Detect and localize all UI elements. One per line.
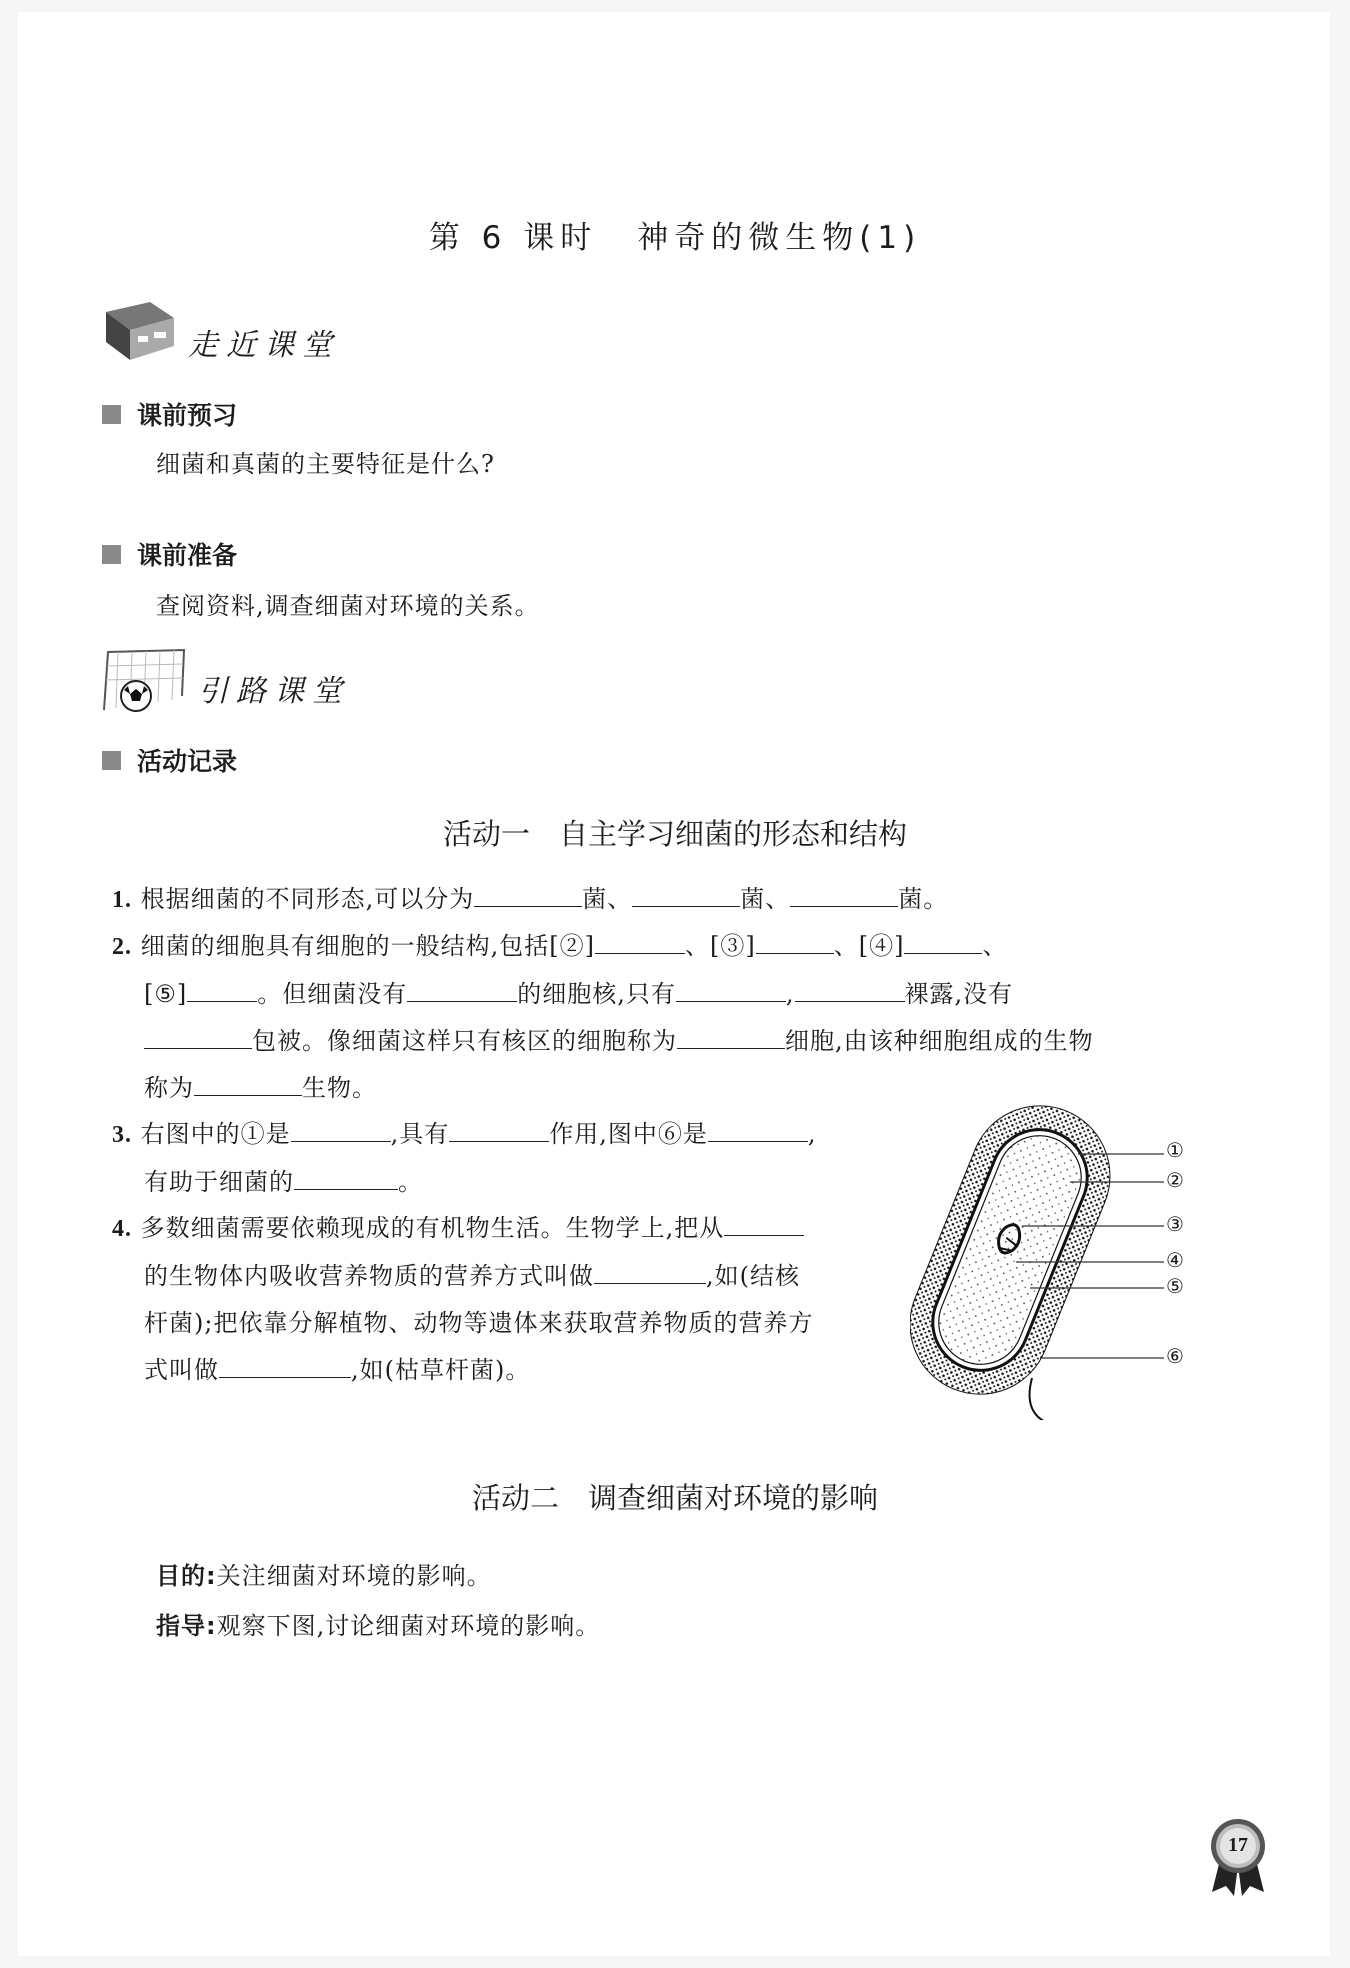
bacterium-diagram: [910, 1090, 1200, 1420]
diagram-label-1: ①: [1166, 1138, 1184, 1162]
answer-blank[interactable]: [708, 1115, 808, 1142]
answer-blank[interactable]: [187, 975, 257, 1002]
page-number-badge: [1206, 1816, 1270, 1896]
square-bullet-icon: [102, 405, 121, 424]
answer-blank[interactable]: [676, 975, 786, 1002]
answer-blank[interactable]: [407, 975, 517, 1002]
question-3: 3. 右图中的①是 ,具有 作用,图中⑥是 , 有助于细菌的 。: [112, 1111, 902, 1206]
square-bullet-icon: [102, 545, 121, 564]
answer-blank[interactable]: [144, 1022, 252, 1049]
answer-blank[interactable]: [790, 880, 898, 907]
diagram-label-4: ④: [1166, 1248, 1184, 1272]
lesson-title: [0, 212, 1350, 257]
books-icon: [98, 298, 178, 364]
prep-text: 查阅资料,调查细菌对环境的关系。: [156, 592, 540, 620]
diagram-label-6: ⑥: [1166, 1344, 1184, 1368]
question-1: 1. 根据细菌的不同形态,可以分为 菌、 菌、 菌。: [112, 876, 1192, 924]
purpose-line: 目的:关注细菌对环境的影响。: [156, 1562, 492, 1590]
answer-blank[interactable]: [795, 975, 905, 1002]
answer-blank[interactable]: [194, 1069, 302, 1096]
answer-blank[interactable]: [724, 1209, 804, 1236]
answer-blank[interactable]: [677, 1022, 785, 1049]
answer-blank[interactable]: [449, 1115, 549, 1142]
answer-blank[interactable]: [594, 1257, 706, 1284]
prep-heading: 课前准备: [102, 536, 237, 572]
square-bullet-icon: [102, 751, 121, 770]
guide-line: 指导:观察下图,讨论细菌对环境的影响。: [156, 1612, 601, 1640]
question-4: 4. 多数细菌需要依赖现成的有机物生活。生物学上,把从 的生物体内吸收营养物质的营养方式叫做 ,如(结核 杆菌);把依靠分解植物、动物等遗体来获取营养物质的营养方 式叫做 ,如(枯草杆菌)。: [112, 1205, 902, 1394]
section-title-walk-in: 走近课堂: [188, 328, 340, 363]
preview-heading: 课前预习: [102, 396, 237, 432]
answer-blank[interactable]: [756, 927, 834, 954]
answer-blank[interactable]: [904, 927, 982, 954]
diagram-label-2: ②: [1166, 1168, 1184, 1192]
diagram-label-3: ③: [1166, 1212, 1184, 1236]
lesson-number: 第 6 课时: [428, 220, 598, 256]
lesson-topic: 神奇的微生物(1): [637, 220, 922, 256]
activity1-title: 活动一 自主学习细菌的形态和结构: [442, 817, 907, 851]
activity2-title: 活动二 调查细菌对环境的影响: [471, 1481, 878, 1515]
answer-blank[interactable]: [595, 927, 685, 954]
answer-blank[interactable]: [291, 1115, 391, 1142]
question-2: 2. 细菌的细胞具有细胞的一般结构,包括[②] 、[③] 、[④] 、 [⑤] 。但细菌没有 的细胞核,只有 , 裸露,没有 包被。像细菌这样只有核区的细胞称为 细胞,由该种细胞组成的生物 称为 生物。: [112, 923, 1202, 1112]
soccer-goal-icon: [98, 644, 190, 714]
section-title-guide: 引路课堂: [198, 674, 350, 709]
diagram-label-5: ⑤: [1166, 1274, 1184, 1298]
answer-blank[interactable]: [632, 880, 740, 907]
preview-question: 细菌和真菌的主要特征是什么?: [156, 450, 495, 478]
page-number: 17: [1228, 1834, 1248, 1856]
answer-blank[interactable]: [219, 1351, 351, 1378]
answer-blank[interactable]: [474, 880, 582, 907]
answer-blank[interactable]: [294, 1163, 398, 1190]
record-heading: 活动记录: [102, 742, 237, 778]
